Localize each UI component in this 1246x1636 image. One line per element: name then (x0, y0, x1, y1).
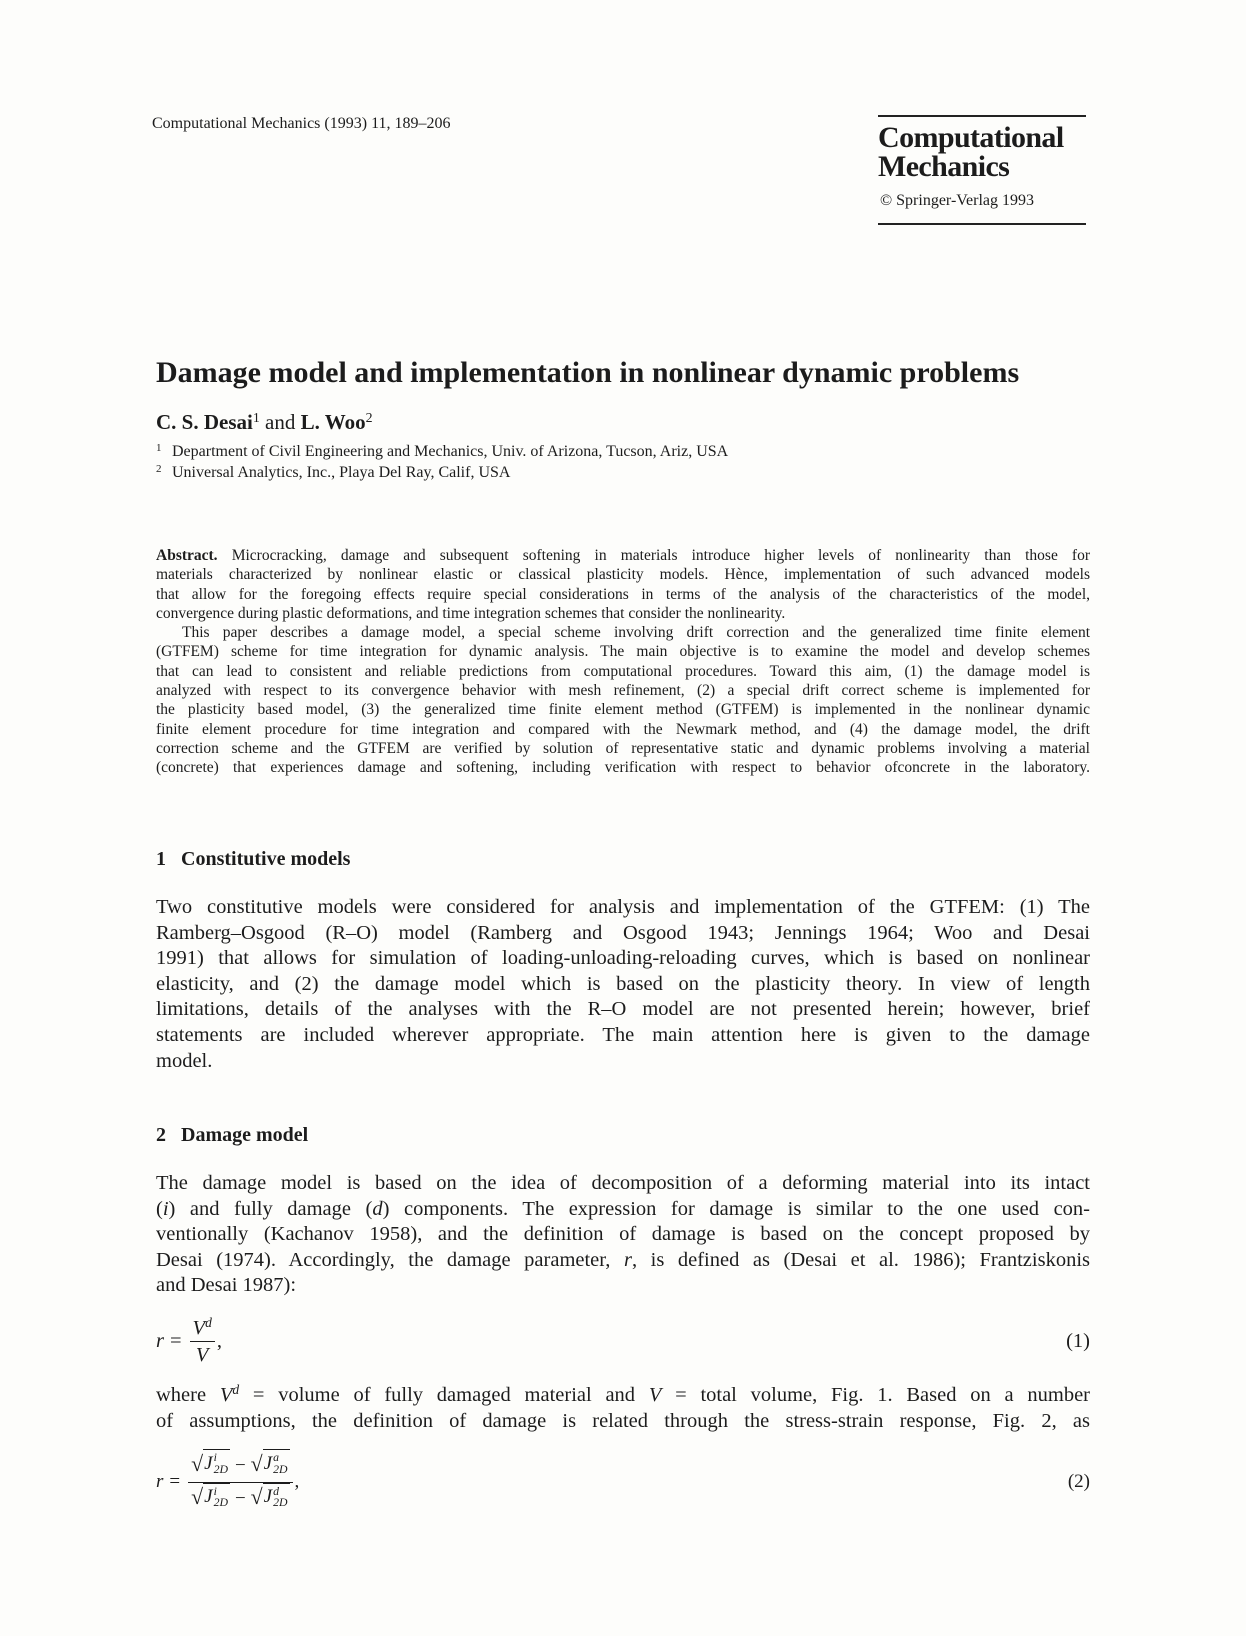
equation-1 (156, 1314, 1090, 1368)
abstract-line: that allow for the foregoing effects require special considerations in terms of the analysis of the characteristics of the model, (156, 585, 1090, 603)
body-line (156, 1248, 1090, 1274)
body-line: 1991) that allows for simulation of loading-unloading-reloading curves, which is based on nonlinear (156, 947, 1090, 970)
math-symbol: J (204, 1486, 213, 1508)
journal-name-line-1: Computational (878, 121, 1064, 154)
body-line: model. (156, 1049, 213, 1072)
equals-sign: = (169, 1471, 181, 1492)
body-line: The damage model is based on the idea of decomposition of a deforming material into its intact (156, 1172, 1090, 1194)
journal-name-line-2: Mechanics (878, 150, 1010, 183)
author-name-1: C. S. Desai (156, 410, 253, 434)
affiliations (156, 442, 728, 484)
abstract-line: that can lead to consistent and reliable predictions from computational procedures. Toward this aim, (1) the damage model is (156, 662, 1090, 680)
section-1-paragraph (156, 895, 1090, 1074)
sup-sub-stack (214, 1452, 228, 1476)
radicand (263, 1449, 290, 1476)
math-symbol: V (195, 1343, 209, 1366)
fraction-denominator (193, 1342, 212, 1368)
radical-sign: √ (191, 1485, 204, 1510)
square-root (191, 1449, 230, 1476)
text-segment: ( (156, 1197, 163, 1220)
section-heading-2 (156, 1123, 308, 1147)
abstract-line: analyzed with respect to its convergence behavior with mesh refinement, (2) a special drift correct scheme is implemented for (156, 682, 1090, 700)
fraction (190, 1315, 215, 1368)
body-line: and Desai 1987): (156, 1274, 297, 1297)
equation-lhs: r (156, 1329, 164, 1352)
abstract-label: Abstract. (156, 547, 218, 564)
section-number: 2 (156, 1124, 166, 1146)
square-root (251, 1449, 290, 1476)
abstract-line: This paper describes a damage model, a special scheme involving drift correction and the generalized time finite element (182, 624, 1090, 642)
subscript: 2D (273, 1462, 288, 1476)
text-segment: Desai (1974). Accordingly, the damage parameter, (156, 1248, 624, 1271)
abstract (156, 546, 1090, 778)
minus-sign: − (234, 1488, 246, 1510)
equals-sign: = (169, 1329, 182, 1352)
equation-lhs: r (156, 1471, 164, 1492)
author-affiliation-mark-2: 2 (365, 410, 373, 426)
square-root (191, 1483, 230, 1510)
section-2-paragraph (156, 1171, 1090, 1299)
affiliation-text: Universal Analytics, Inc., Playa Del Ray, Calif, USA (172, 464, 511, 481)
superscript: d (232, 1382, 240, 1398)
math-symbol: i (162, 1197, 169, 1220)
body-line: Two constitutive models were considered for analysis and implementation of the GTFEM: (1) The (156, 896, 1090, 918)
author-conjunction: and (265, 410, 296, 434)
radical-sign: √ (191, 1451, 204, 1476)
subscript: 2D (273, 1496, 288, 1510)
copyright-notice: © Springer-Verlag 1993 (880, 192, 1035, 209)
superscript: d (273, 1484, 279, 1498)
math-symbol: J (263, 1486, 273, 1508)
text-segment: = total volume, Fig. 1. Based on a number (661, 1384, 1090, 1406)
author-name-2: L. Woo (300, 410, 366, 434)
body-line: elasticity, and (2) the damage model which is based on the plasticity theory. In view of length (156, 972, 1090, 995)
abstract-line (156, 546, 1090, 565)
text-segment: , is defined as (Desai et al. 1986); Frantziskonis (631, 1248, 1090, 1271)
body-line: limitations, details of the analyses with the R–O model are not presented herein; however, brief (156, 998, 1090, 1021)
radicand (203, 1483, 230, 1510)
math-symbol: V (648, 1384, 662, 1406)
superscript: a (273, 1450, 279, 1464)
math-symbol: J (204, 1452, 213, 1474)
fraction-denominator (188, 1483, 292, 1516)
abstract-line: (GTFEM) scheme for time integration for dynamic analysis. The main objective is to examine the model and develop schemes (156, 643, 1090, 661)
body-line (156, 1197, 1090, 1223)
sup-sub-stack (273, 1452, 287, 1476)
affiliation-1 (156, 442, 728, 463)
equation-punctuation: , (216, 1329, 222, 1352)
subscript: 2D (213, 1462, 228, 1476)
section-heading-1 (156, 847, 350, 871)
body-line: statements are included wherever appropriate. The main attention here is given to the damage (156, 1023, 1090, 1046)
abstract-line: (concrete) that experiences damage and softening, including verification with respect to behavior ofconcrete in the laboratory. (156, 759, 1090, 777)
math-symbol: d (372, 1197, 383, 1220)
math-symbol: r (623, 1248, 632, 1271)
radical-sign: √ (250, 1485, 263, 1510)
body-line: of assumptions, the definition of damage is related through the stress-strain response, Fig. 2, as (156, 1409, 1090, 1432)
math-symbol: V (219, 1384, 233, 1406)
text-segment: where (156, 1384, 220, 1406)
abstract-line: materials characterized by nonlinear elastic or classical plasticity models. Hènce, implementation of such advanced models (156, 566, 1090, 584)
affiliation-text: Department of Civil Engineering and Mechanics, Univ. of Arizona, Tucson, Ariz, USA (172, 443, 729, 460)
affiliation-2 (156, 463, 728, 484)
radicand (263, 1483, 290, 1510)
fraction-numerator (190, 1315, 215, 1342)
sup-sub-stack (273, 1486, 287, 1510)
abstract-line: finite element procedure for time integration and compared with the Newmark method, and (4) the damage model, the drift (156, 720, 1090, 738)
author-line (156, 409, 373, 435)
text-segment: ) components. The expression for damage is similar to the one used con- (382, 1197, 1090, 1220)
math-symbol: V (192, 1316, 206, 1339)
equation-2 (156, 1446, 1090, 1518)
sup-sub-stack (214, 1486, 228, 1510)
text-segment: = volume of fully damaged material and (239, 1384, 649, 1406)
math-symbol: J (263, 1452, 273, 1474)
radical-sign: √ (250, 1451, 263, 1476)
equation-number: (1) (1066, 1329, 1090, 1352)
abstract-line: the plasticity based model, (3) the generalized time finite element method (GTFEM) is implemented in the nonlinear dynamic (156, 701, 1090, 719)
body-line: ventionally (Kachanov 1958), and the definition of damage is based on the concept proposed by (156, 1223, 1090, 1246)
abstract-text: Microcracking, damage and subsequent softening in materials introduce higher levels of nonlinearity than those for (231, 547, 1091, 564)
journal-reference: Computational Mechanics (1993) 11, 189–206 (152, 115, 451, 132)
text-segment: ) and fully damage ( (168, 1197, 373, 1220)
affiliation-mark: 2 (156, 463, 162, 475)
subscript: 2D (213, 1496, 228, 1510)
author-affiliation-mark-1: 1 (252, 410, 260, 426)
body-line: Ramberg–Osgood (R–O) model (Ramberg and Osgood 1943; Jennings 1964; Woo and Desai (156, 921, 1090, 944)
equation-punctuation: , (294, 1471, 300, 1492)
body-line (156, 1383, 1090, 1409)
section-number: 1 (156, 848, 166, 870)
journal-masthead (878, 115, 1086, 225)
equation-explanation (156, 1383, 1090, 1434)
equation-number: (2) (1067, 1471, 1090, 1492)
abstract-line: convergence during plastic deformations, and time integration schemes that consider the nonlinearity. (156, 604, 786, 622)
abstract-line: correction scheme and the GTFEM are verified by solution of representative static and dynamic problems involving a material (156, 739, 1090, 757)
superscript: i (213, 1450, 217, 1464)
radicand (203, 1449, 230, 1476)
square-root (251, 1483, 290, 1510)
section-title: Damage model (181, 1124, 309, 1146)
affiliation-mark: 1 (156, 442, 162, 454)
superscript: d (205, 1314, 212, 1330)
minus-sign: − (234, 1454, 246, 1476)
fraction (188, 1449, 292, 1515)
paper-title: Damage model and implementation in nonlinear dynamic problems (156, 356, 1020, 389)
section-title: Constitutive models (181, 848, 351, 870)
fraction-numerator (188, 1449, 292, 1483)
superscript: i (213, 1484, 217, 1498)
